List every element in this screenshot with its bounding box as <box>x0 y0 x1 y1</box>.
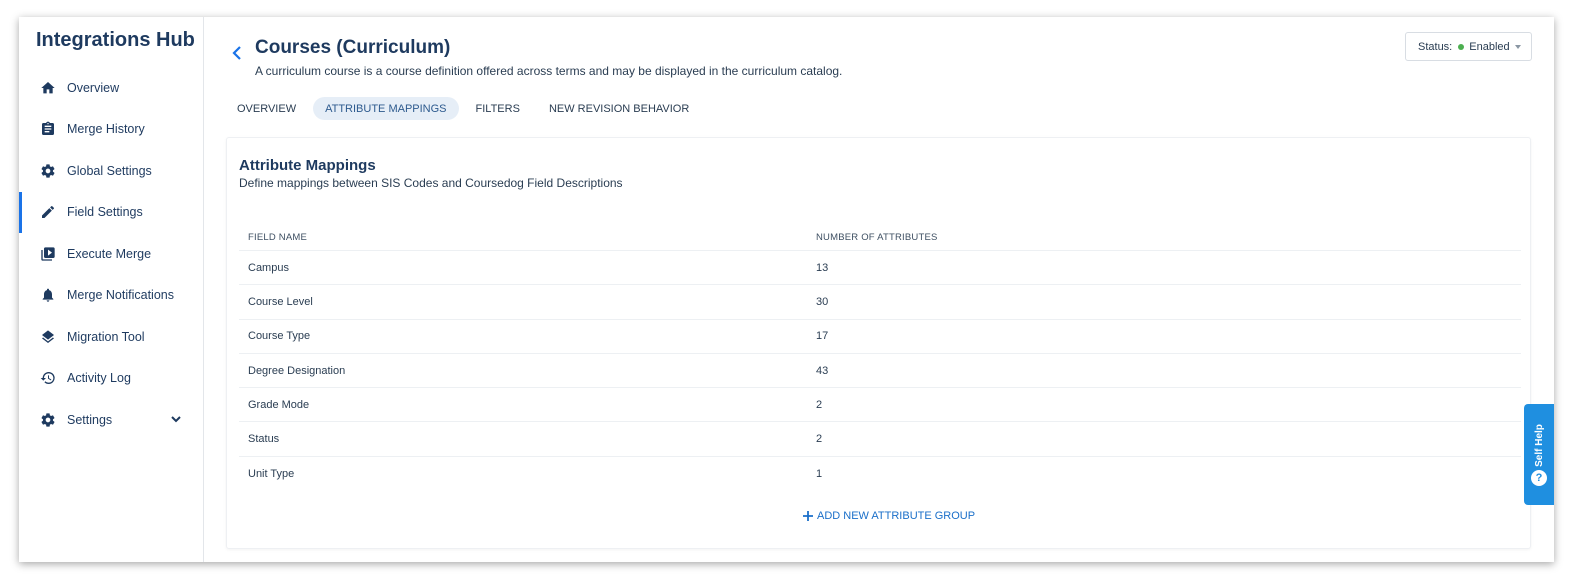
sidebar-item-label: Migration Tool <box>67 329 145 344</box>
table-header <box>239 225 1521 251</box>
tab-filters[interactable]: FILTERS <box>475 102 520 115</box>
sidebar-nav <box>19 67 204 441</box>
play-library-icon <box>40 246 56 262</box>
page-title: Courses (Curriculum) <box>255 37 451 58</box>
sidebar-item-activity-log[interactable] <box>19 358 204 400</box>
sidebar-item-execute-merge[interactable] <box>19 233 204 275</box>
attribute-count-cell: 30 <box>816 295 829 308</box>
field-name-cell: Grade Mode <box>248 398 310 411</box>
sidebar-item-merge-notifications[interactable] <box>19 275 204 317</box>
tab-attribute-mappings[interactable]: ATTRIBUTE MAPPINGS <box>313 97 458 120</box>
attribute-count-cell: 2 <box>816 398 823 411</box>
section-title: Attribute Mappings <box>239 157 376 174</box>
sidebar-item-merge-history[interactable] <box>19 109 204 151</box>
main-content <box>205 17 1554 562</box>
field-name-cell: Degree Designation <box>248 364 346 377</box>
attribute-count-cell: 2 <box>816 433 823 446</box>
status-select[interactable] <box>1405 32 1532 61</box>
gear-icon <box>40 412 56 428</box>
table-row[interactable] <box>239 251 1521 285</box>
field-name-cell: Campus <box>248 261 289 274</box>
back-arrow-icon[interactable] <box>230 45 244 61</box>
pencil-icon <box>40 204 56 220</box>
sidebar-item-field-settings[interactable] <box>19 192 204 234</box>
sidebar-item-label: Merge Notifications <box>67 288 174 303</box>
gear-icon <box>40 163 56 179</box>
caret-down-icon <box>1515 45 1521 49</box>
page-description: A curriculum course is a course definition offered across terms and may be displayed in the curriculum catalog. <box>255 64 843 78</box>
self-help-button[interactable] <box>1524 404 1554 505</box>
column-header-number-of-attributes: NUMBER OF ATTRIBUTES <box>816 232 938 243</box>
clipboard-icon <box>40 121 56 137</box>
sidebar-item-label: Global Settings <box>67 163 152 178</box>
sidebar-item-global-settings[interactable] <box>19 150 204 192</box>
table-row[interactable] <box>239 320 1521 354</box>
attribute-count-cell: 43 <box>816 364 829 377</box>
attribute-count-cell: 17 <box>816 330 829 343</box>
table-row[interactable] <box>239 457 1521 491</box>
tab-overview[interactable]: OVERVIEW <box>237 102 297 115</box>
field-name-cell: Unit Type <box>248 467 295 480</box>
layers-icon <box>40 329 56 345</box>
chevron-down-icon[interactable] <box>170 412 182 424</box>
tab-bar <box>225 97 706 120</box>
status-value: Enabled <box>1469 40 1510 53</box>
sidebar-item-label: Execute Merge <box>67 246 152 261</box>
sidebar-item-overview[interactable] <box>19 67 204 109</box>
field-name-cell: Status <box>248 433 280 446</box>
add-attribute-group-button[interactable] <box>802 510 975 522</box>
field-name-cell: Course Level <box>248 295 313 308</box>
table-row[interactable] <box>239 285 1521 319</box>
tab-new-revision-behavior[interactable]: NEW REVISION BEHAVIOR <box>548 102 690 115</box>
section-subtitle: Define mappings between SIS Codes and Coursedog Field Descriptions <box>239 176 623 190</box>
home-icon <box>40 80 56 96</box>
sidebar-item-label: Merge History <box>67 122 145 137</box>
self-help-label: Self Help <box>1533 423 1545 467</box>
sidebar <box>19 17 204 562</box>
sidebar-item-label: Field Settings <box>67 205 143 220</box>
attribute-mappings-card <box>226 137 1531 549</box>
sidebar-item-settings[interactable] <box>19 399 204 441</box>
status-dot-icon <box>1458 44 1464 50</box>
bell-icon <box>40 287 56 303</box>
table-row[interactable] <box>239 354 1521 388</box>
plus-icon <box>802 510 814 522</box>
sidebar-item-label: Overview <box>67 80 120 95</box>
app-window <box>19 17 1554 562</box>
app-title: Integrations Hub <box>36 29 195 51</box>
status-label: Status: <box>1418 40 1453 53</box>
table-row[interactable] <box>239 422 1521 456</box>
attribute-table <box>239 225 1521 491</box>
table-row[interactable] <box>239 388 1521 422</box>
history-icon <box>40 370 56 386</box>
add-attribute-group-label: ADD NEW ATTRIBUTE GROUP <box>817 510 976 522</box>
sidebar-item-migration-tool[interactable] <box>19 316 204 358</box>
attribute-count-cell: 13 <box>816 261 829 274</box>
sidebar-item-label: Activity Log <box>67 371 131 386</box>
column-header-field-name: FIELD NAME <box>248 232 308 243</box>
sidebar-item-label: Settings <box>67 412 113 427</box>
help-question-icon: ? <box>1531 470 1547 486</box>
field-name-cell: Course Type <box>248 330 311 343</box>
attribute-count-cell: 1 <box>816 467 823 480</box>
